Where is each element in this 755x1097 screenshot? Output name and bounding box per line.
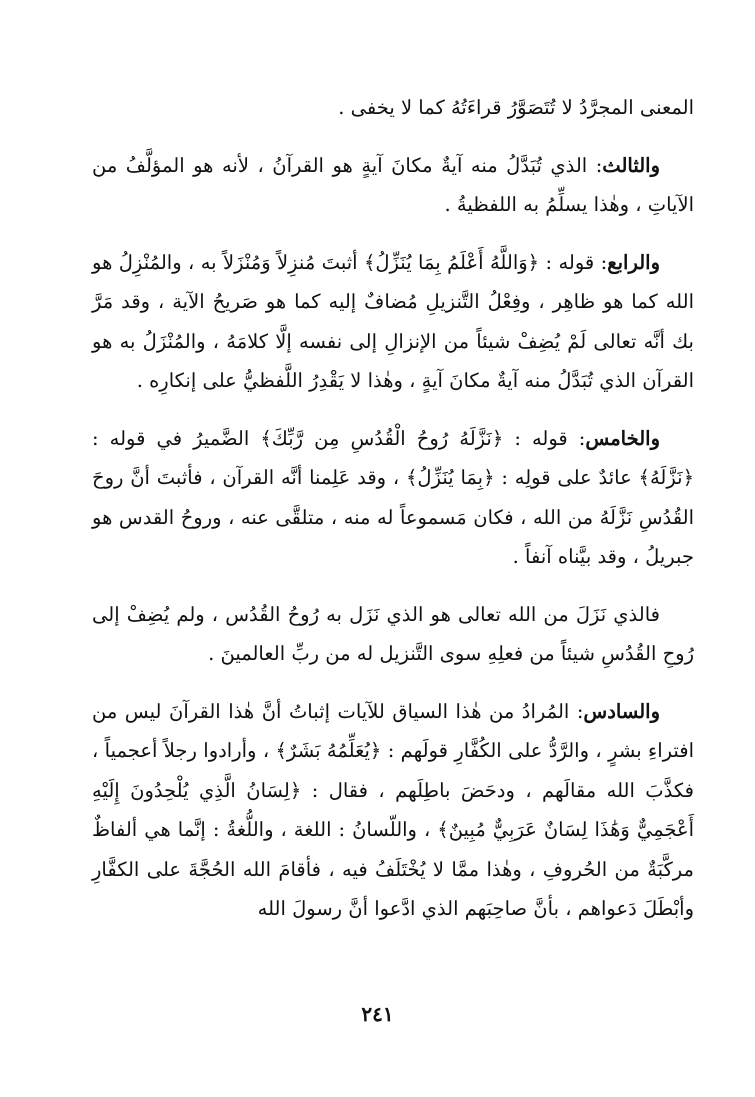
page-number: ٢٤١ — [361, 1002, 394, 1026]
paragraph-text: : قوله : ﴿وَاللَّهُ أَعْلَمُ بِمَا يُنَزِّلُ﴾ أثبتَ مُنزِلاً وَمُنْزَلاً به ، والمُنْزِلُ هو الله كما هو ظاهِر ، وفِعْلُ التَّنزيلِ مُضافٌ إليه كما هو صَريحُ الآية ، وقد مَرَّ بك أنَّه تعالى لَمْ يُضِفْ شيئاً من الإنزالِ إلى نفسه إلَّا كلامَهُ ، والمُنْزَلُ به هو القرآن الذي تُبَدَّلُ منه آيةٌ مكانَ آيةٍ ، وهٰذا لا يَقْدِرُ اللَّفظيُّ على إنكارِه . — [92, 250, 694, 392]
paragraph-4 — [92, 419, 694, 577]
paragraph-text: المعنى المجرَّدُ لا تُتَصَوَّرُ قراءَتُهُ كما لا يخفى . — [338, 96, 694, 119]
paragraph-text: : الذي تُبَدَّلُ منه آيةٌ مكانَ آيةٍ هو القرآنُ ، لأنه هو المؤلَّفُ من الآياتِ ، وهٰذا يسلِّمُ به اللفظيةُ . — [92, 153, 694, 216]
paragraph-2 — [92, 146, 694, 225]
paragraph-1 — [92, 88, 694, 128]
paragraph-5 — [92, 595, 694, 674]
paragraph-text: : المُرادُ من هٰذا السياق للآيات إثباتُ أنَّ هٰذا القرآنَ ليس من افتراءِ بشرٍ ، والرَّدُّ على الكُفَّارِ قولَهم : ﴿يُعَلِّمُهُ بَشَرٌ﴾ ، وأرادوا رجلاً أعجمياً ، فكذَّبَ الله مقالَهم ، ودحَضَ باطِلَهم ، فقال : ﴿لِسَانُ الَّذِي يُلْحِدُونَ إِلَيْهِ أَعْجَمِيٌّ وَهَٰذَا لِسَانٌ عَرَبِيٌّ مُبِينٌ﴾ ، واللّسانُ : اللغة ، واللُّغةُ : إنَّما هي ألفاظٌ مركَّبَةٌ من الحُروفِ ، وهٰذا ممَّا لا يُخْتَلَفُ فيه ، فأقامَ الله الحُجَّةَ على الكفَّارِ وأبْطَلَ دَعواهم ، بأنَّ صاحِبَهم الذي ادَّعوا أنَّ رسولَ الله — [92, 699, 694, 920]
paragraph-label: والرابع — [607, 250, 660, 274]
paragraph-6 — [92, 692, 694, 929]
paragraph-label: والثالث — [602, 153, 660, 177]
paragraph-text: : قوله : ﴿نَزَّلَهُ رُوحُ الْقُدُسِ مِن رَّبِّكَ﴾ الضَّميرُ في قوله : ﴿نَزَّلَهُ﴾ عائدٌ على قولِه : ﴿بِمَا يُنَزِّلُ﴾ ، وقد عَلِمنا أنَّه القرآن ، فأثبتَ أنَّ روحَ القُدُسِ نَزَّلَهُ من الله ، فكان مَسموعاً له منه ، متلقَّى عنه ، وروحُ القدس هو جبريلُ ، وقد بيَّناه آنفاً . — [92, 426, 694, 568]
paragraph-text: فالذي نَزَلَ من الله تعالى هو الذي نَزَل به رُوحُ القُدُس ، ولم يُضِفْ إلى رُوحِ القُدُسِ شيئاً من فعلِهِ سوى التَّنزيل له من ربِّ العالمينَ . — [92, 602, 694, 665]
paragraph-3 — [92, 243, 694, 401]
paragraph-label: والخامس — [585, 426, 660, 450]
paragraph-label: والسادس — [583, 699, 660, 723]
page-body — [92, 88, 694, 947]
